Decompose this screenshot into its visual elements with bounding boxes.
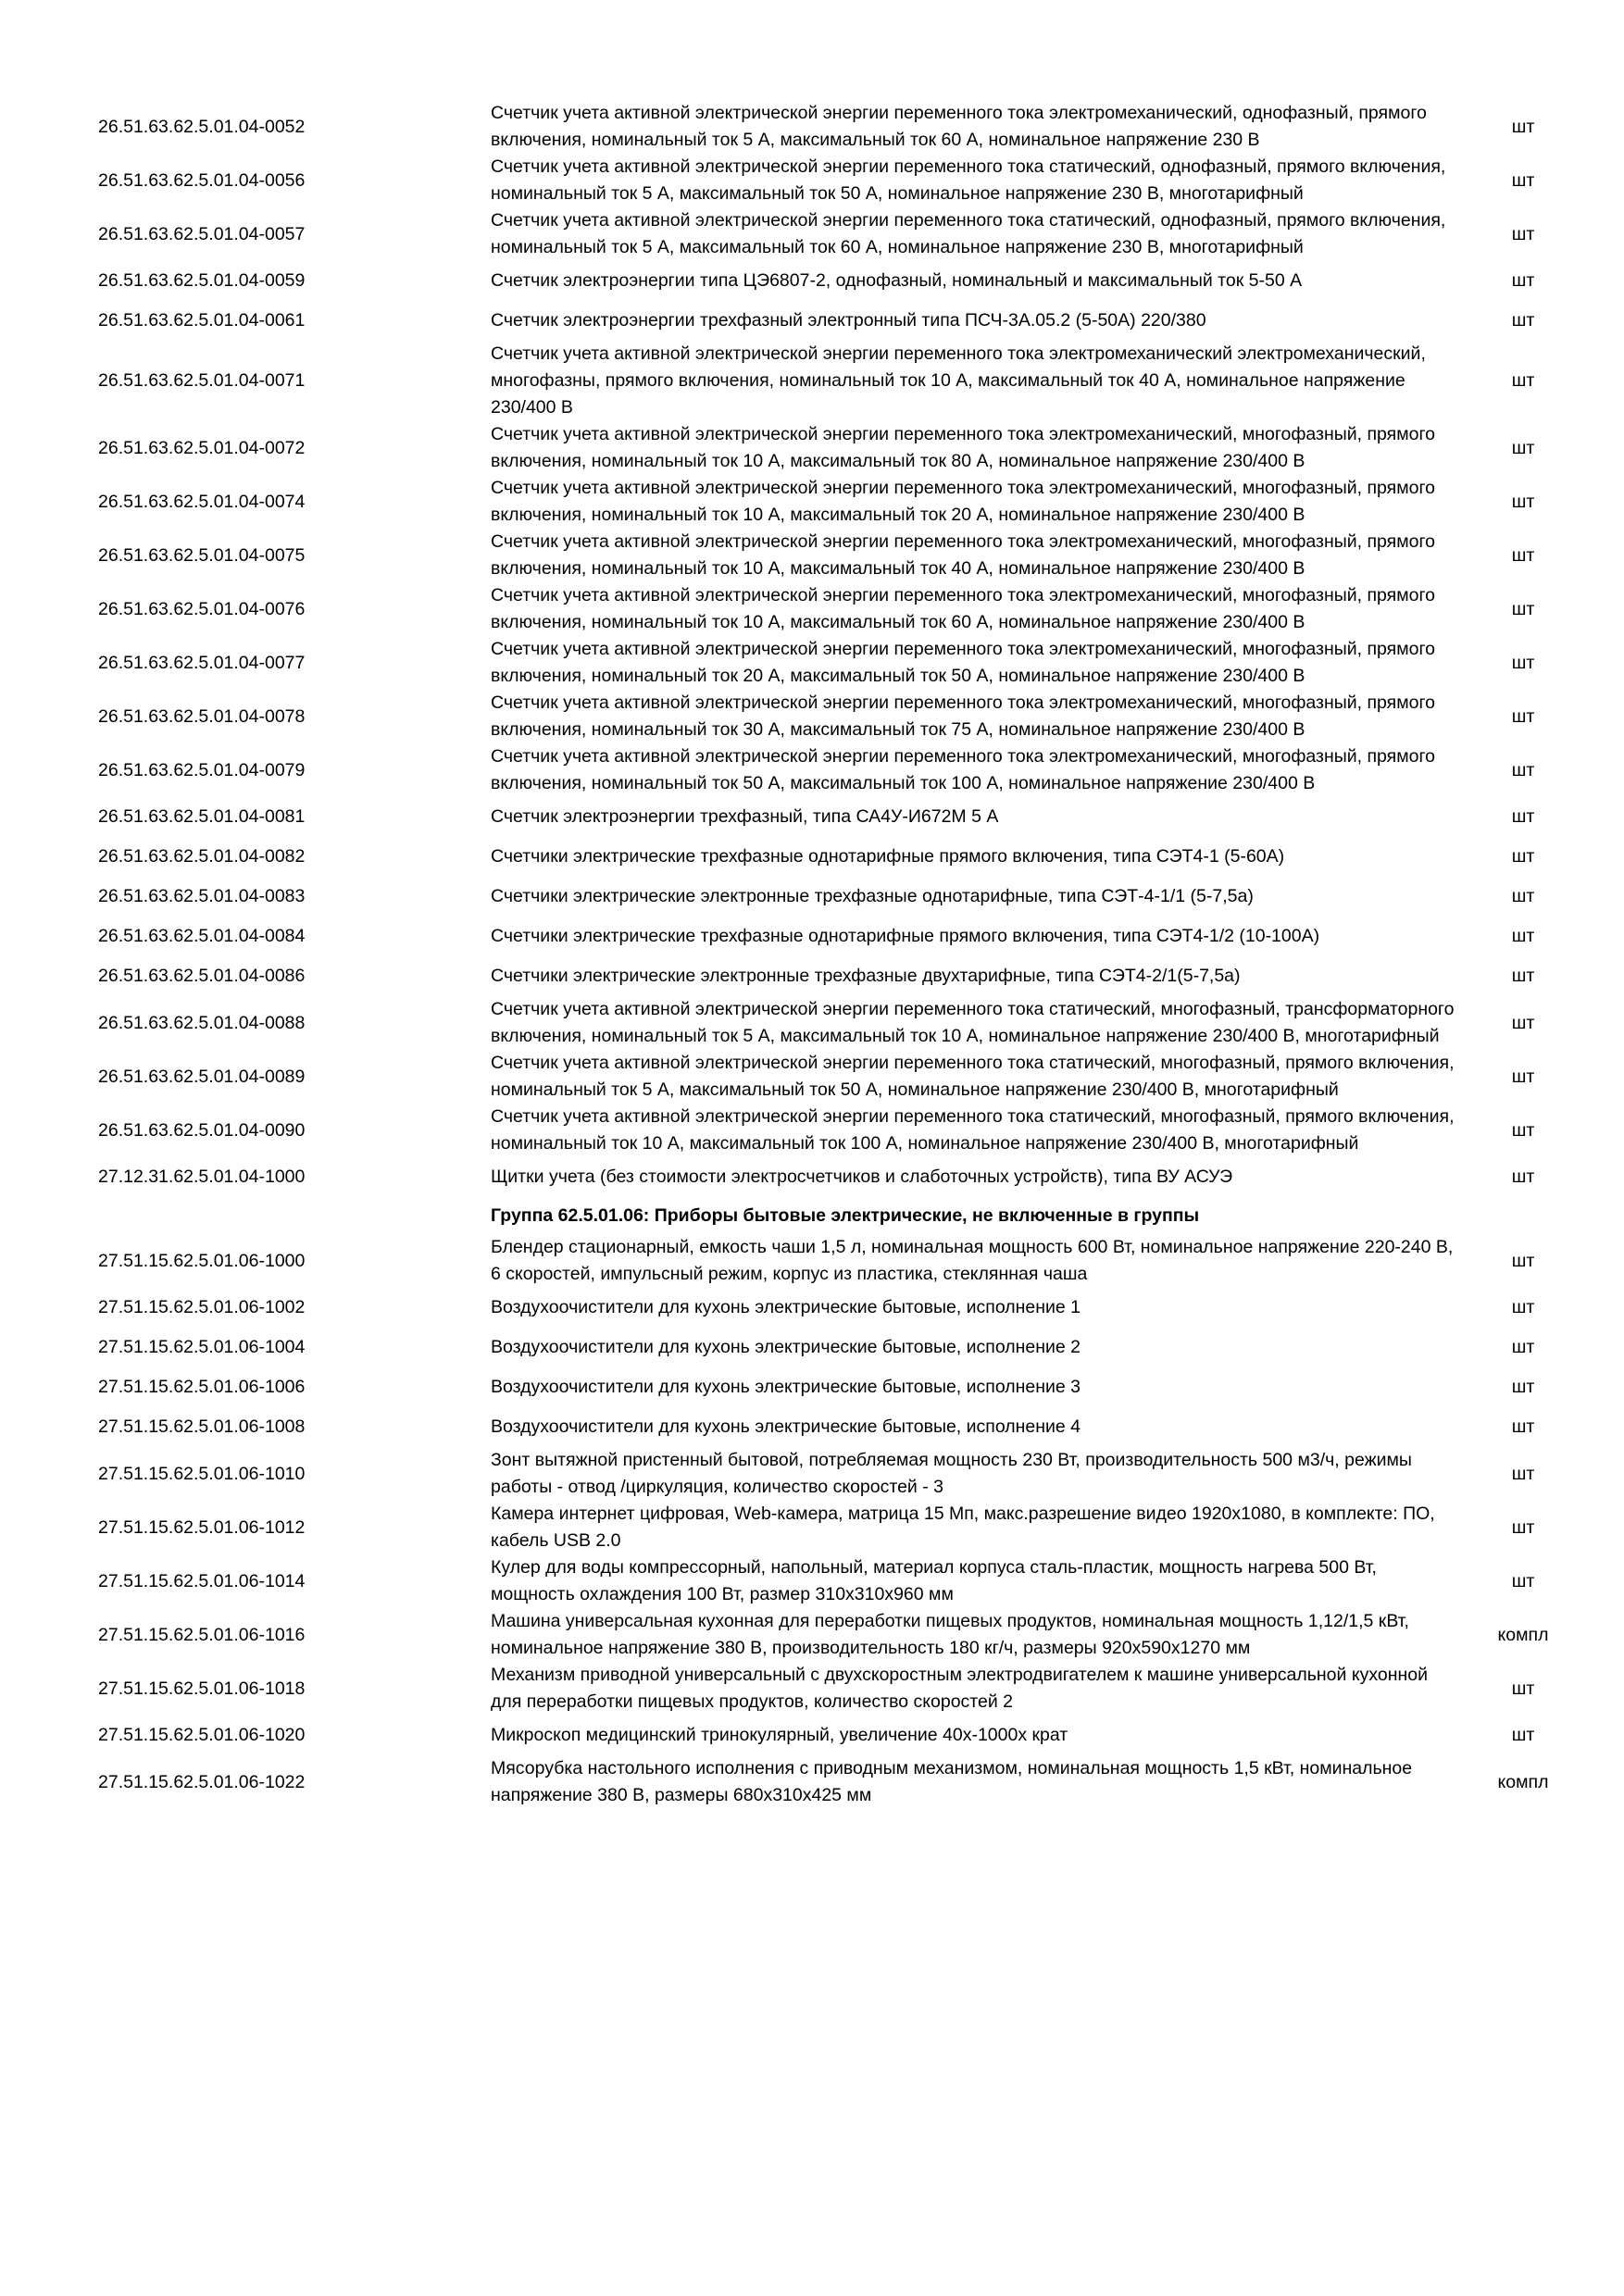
resource-code: 26.51.63.62.5.01.04-0075: [98, 544, 306, 566]
resource-code: 27.51.15.62.5.01.06-1012: [98, 1516, 306, 1538]
resource-code: 27.12.31.62.5.01.04-1000: [98, 1167, 306, 1187]
table-row: [93, 1104, 1574, 1157]
resource-description: Счетчик учета активной электрической энергии переменного тока электромеханический, многофазный, прямого включения, номинальный ток 20 А, максимальный ток 50 А, номинальное напряжение 230/400 В: [491, 639, 1436, 686]
unit-of-measure: шт: [1511, 1297, 1535, 1317]
unit-of-measure: шт: [1511, 846, 1535, 867]
table-row: [93, 1662, 1574, 1716]
resource-code: 26.51.63.62.5.01.04-0056: [98, 169, 306, 191]
unit-of-measure: шт: [1511, 1416, 1535, 1437]
resource-description: Счетчик учета активной электрической энергии переменного тока электромеханический, однофазный, прямого включения, номинальный ток 5 А, максимальный ток 60 А, номинальное напряжение 230 В: [491, 103, 1427, 150]
table-row: [93, 797, 1574, 837]
resource-description: Счетчик электроэнергии трехфазный электронный типа ПСЧ-3А.05.2 (5-50А) 220/380: [491, 310, 1206, 331]
unit-of-measure: шт: [1511, 1725, 1535, 1745]
resource-description: Счетчик учета активной электрической энергии переменного тока статический, многофазный, прямого включения, номинальный ток 5 А, максимальный ток 50 А, номинальное напряжение 230/400 В, многотарифный: [491, 1053, 1455, 1100]
table-row: [93, 1288, 1574, 1328]
resource-description: Счетчик учета активной электрической энергии переменного тока статический, однофазный, прямого включения, номинальный ток 5 А, максимальный ток 50 А, номинальное напряжение 230 В, многотарифный: [491, 156, 1446, 204]
table-row: [93, 743, 1574, 797]
resource-code: 26.51.63.62.5.01.04-0072: [98, 437, 306, 458]
resource-description: Счетчики электрические электронные трехфазные двухтарифные, типа СЭТ4-2/1(5-7,5а): [491, 966, 1241, 986]
table-row: [93, 1234, 1574, 1288]
resource-code: 26.51.63.62.5.01.04-0090: [98, 1119, 306, 1141]
table-row: [93, 1501, 1574, 1554]
table-row: [93, 421, 1574, 475]
unit-of-measure: шт: [1511, 223, 1535, 244]
table-row: [93, 475, 1574, 529]
resource-description: Счетчик учета активной электрической энергии переменного тока электромеханический электромеханический, многофазны, прямого включения, номинальный ток 10 А, максимальный ток 40 А, номинальное напряжение 230/400 В: [491, 343, 1426, 418]
unit-of-measure: шт: [1511, 966, 1535, 986]
resource-description: Счетчики электрические трехфазные однотарифные прямого включения, типа СЭТ4-1/2 (10-100А): [491, 926, 1320, 946]
resource-description: Счетчик учета активной электрической энергии переменного тока электромеханический, многофазный, прямого включения, номинальный ток 10 А, максимальный ток 80 А, номинальное напряжение 230/400 В: [491, 424, 1436, 471]
table-row: [93, 1157, 1574, 1197]
resource-code: 27.51.15.62.5.01.06-1006: [98, 1377, 306, 1397]
table-body: [93, 100, 1574, 1809]
group-spacer: [93, 1197, 491, 1234]
unit-of-measure: компл: [1497, 1624, 1549, 1645]
table-row: [93, 1050, 1574, 1104]
unit-of-measure: шт: [1511, 1250, 1535, 1271]
resource-code: 26.51.63.62.5.01.04-0052: [98, 116, 306, 137]
unit-of-measure: шт: [1511, 1678, 1535, 1699]
unit-of-measure: шт: [1511, 310, 1535, 331]
resource-code: 26.51.63.62.5.01.04-0057: [98, 223, 306, 244]
resource-description: Мясорубка настольного исполнения с приводным механизмом, номинальная мощность 1,5 кВт, номинальное напряжение 380 В, размеры 680х310х425 мм: [491, 1758, 1413, 1805]
resource-code: 27.51.15.62.5.01.06-1014: [98, 1570, 306, 1591]
resource-catalog-table: [93, 100, 1574, 1809]
resource-code: 26.51.63.62.5.01.04-0084: [98, 926, 306, 946]
resource-code: 26.51.63.62.5.01.04-0077: [98, 652, 306, 673]
unit-of-measure: шт: [1511, 1012, 1535, 1033]
table-row: [93, 301, 1574, 341]
unit-of-measure: шт: [1511, 652, 1535, 673]
resource-code: 26.51.63.62.5.01.04-0059: [98, 270, 306, 291]
resource-description: Счетчик электроэнергии типа ЦЭ6807-2, однофазный, номинальный и максимальный ток 5-50 А: [491, 270, 1303, 291]
unit-of-measure: шт: [1511, 705, 1535, 727]
unit-of-measure: шт: [1511, 806, 1535, 827]
unit-of-measure: шт: [1511, 370, 1535, 391]
table-row: [93, 1447, 1574, 1501]
resource-description: Зонт вытяжной пристенный бытовой, потребляемая мощность 230 Вт, производительность 500 м3/ч, режимы работы - отвод /циркуляция, количество скоростей - 3: [491, 1450, 1412, 1497]
table-row: [93, 100, 1574, 154]
table-row: [93, 154, 1574, 207]
resource-description: Счетчик учета активной электрической энергии переменного тока электромеханический, многофазный, прямого включения, номинальный ток 10 А, максимальный ток 20 А, номинальное напряжение 230/400 В: [491, 478, 1436, 525]
resource-code: 27.51.15.62.5.01.06-1010: [98, 1463, 306, 1484]
resource-code: 26.51.63.62.5.01.04-0076: [98, 598, 306, 619]
unit-of-measure: шт: [1511, 598, 1535, 619]
resource-code: 26.51.63.62.5.01.04-0061: [98, 310, 306, 331]
resource-description: Микроскоп медицинский тринокулярный, увеличение 40х-1000х крат: [491, 1725, 1068, 1745]
resource-description: Машина универсальная кухонная для переработки пищевых продуктов, номинальная мощность 1,12/1,5 кВт, номинальное напряжение 380 В, производительность 180 кг/ч, размеры 920х590х1270 мм: [491, 1611, 1409, 1658]
unit-of-measure: шт: [1511, 759, 1535, 780]
table-row: [93, 261, 1574, 301]
resource-description: Блендер стационарный, емкость чаши 1,5 л, номинальная мощность 600 Вт, номинальное напряжение 220-240 В, 6 скоростей, импульсный режим, корпус из пластика, стеклянная чаша: [491, 1237, 1454, 1284]
table-row: [93, 582, 1574, 636]
unit-of-measure: шт: [1511, 1119, 1535, 1141]
resource-description: Камера интернет цифровая, Web-камера, матрица 15 Мп, макс.разрешение видео 1920x1080, в комплекте: ПО, кабель USB 2.0: [491, 1504, 1435, 1551]
unit-of-measure: шт: [1511, 1066, 1535, 1087]
table-row: [93, 877, 1574, 917]
table-row: [93, 341, 1574, 421]
unit-of-measure: шт: [1511, 926, 1535, 946]
resource-code: 27.51.15.62.5.01.06-1022: [98, 1771, 306, 1792]
table-row: [93, 917, 1574, 956]
resource-description: Счетчик учета активной электрической энергии переменного тока статический, многофазный, прямого включения, номинальный ток 10 А, максимальный ток 100 А, номинальное напряжение 230/400 В, многотарифный: [491, 1106, 1455, 1154]
resource-description: Воздухоочистители для кухонь электрические бытовые, исполнение 1: [491, 1297, 1081, 1317]
unit-of-measure: шт: [1511, 1463, 1535, 1484]
resource-code: 27.51.15.62.5.01.06-1000: [98, 1250, 306, 1271]
table-row: [93, 1716, 1574, 1755]
resource-description: Счетчик электроэнергии трехфазный, типа СА4У-И672М 5 А: [491, 806, 999, 827]
resource-code: 26.51.63.62.5.01.04-0071: [98, 370, 306, 391]
table-row: [93, 996, 1574, 1050]
resource-code: 26.51.63.62.5.01.04-0082: [98, 846, 306, 867]
resource-description: Механизм приводной универсальный с двухскоростным электродвигателем к машине универсальной кухонной для переработки пищевых продуктов, количество скоростей 2: [491, 1665, 1428, 1712]
resource-description: Счетчик учета активной электрической энергии переменного тока электромеханический, многофазный, прямого включения, номинальный ток 50 А, максимальный ток 100 А, номинальное напряжение 230/400 В: [491, 746, 1436, 793]
resource-code: 27.51.15.62.5.01.06-1018: [98, 1678, 306, 1699]
unit-of-measure: шт: [1511, 270, 1535, 291]
unit-of-measure: шт: [1511, 116, 1535, 137]
unit-of-measure: компл: [1497, 1771, 1549, 1792]
resource-code: 27.51.15.62.5.01.06-1002: [98, 1297, 306, 1317]
resource-code: 26.51.63.62.5.01.04-0089: [98, 1066, 306, 1087]
resource-description: Воздухоочистители для кухонь электрические бытовые, исполнение 2: [491, 1337, 1081, 1357]
resource-code: 27.51.15.62.5.01.06-1008: [98, 1416, 306, 1437]
table-row: [93, 1328, 1574, 1367]
resource-code: 26.51.63.62.5.01.04-0088: [98, 1012, 306, 1033]
unit-of-measure: шт: [1511, 437, 1535, 458]
resource-code: 26.51.63.62.5.01.04-0074: [98, 491, 306, 512]
resource-description: Счетчик учета активной электрической энергии переменного тока статический, однофазный, прямого включения, номинальный ток 5 А, максимальный ток 60 А, номинальное напряжение 230 В, многотарифный: [491, 210, 1446, 257]
table-row: [93, 956, 1574, 996]
unit-of-measure: шт: [1511, 1167, 1535, 1187]
table-row: [93, 1554, 1574, 1608]
resource-code: 27.51.15.62.5.01.06-1004: [98, 1337, 306, 1357]
table-row: [93, 636, 1574, 690]
table-row: [93, 1367, 1574, 1407]
resource-description: Счетчик учета активной электрической энергии переменного тока электромеханический, многофазный, прямого включения, номинальный ток 30 А, максимальный ток 75 А, номинальное напряжение 230/400 В: [491, 693, 1436, 740]
resource-code: 27.51.15.62.5.01.06-1016: [98, 1624, 306, 1645]
unit-of-measure: шт: [1511, 1516, 1535, 1538]
resource-code: 26.51.63.62.5.01.04-0079: [98, 759, 306, 780]
resource-code: 27.51.15.62.5.01.06-1020: [98, 1725, 306, 1745]
table-row: [93, 837, 1574, 877]
table-row: [93, 1407, 1574, 1447]
table-row: [93, 529, 1574, 582]
table-row: [93, 1608, 1574, 1662]
unit-of-measure: шт: [1511, 544, 1535, 566]
resource-description: Счетчики электрические трехфазные однотарифные прямого включения, типа СЭТ4-1 (5-60А): [491, 846, 1285, 867]
unit-of-measure: шт: [1511, 1377, 1535, 1397]
resource-description: Счетчик учета активной электрической энергии переменного тока статический, многофазный, трансформаторного включения, номинальный ток 5 А, максимальный ток 10 А, номинальное напряжение 230/400 В, многотарифный: [491, 999, 1455, 1046]
unit-of-measure: шт: [1511, 491, 1535, 512]
unit-of-measure: шт: [1511, 886, 1535, 906]
group-title: Группа 62.5.01.06: Приборы бытовые электрические, не включенные в группы: [491, 1204, 1200, 1226]
unit-of-measure: шт: [1511, 1337, 1535, 1357]
resource-code: 26.51.63.62.5.01.04-0086: [98, 966, 306, 986]
resource-code: 26.51.63.62.5.01.04-0081: [98, 806, 306, 827]
unit-of-measure: шт: [1511, 169, 1535, 191]
table-row: [93, 207, 1574, 261]
resource-code: 26.51.63.62.5.01.04-0083: [98, 886, 306, 906]
table-row: [93, 690, 1574, 743]
resource-description: Воздухоочистители для кухонь электрические бытовые, исполнение 4: [491, 1416, 1081, 1437]
resource-description: Воздухоочистители для кухонь электрические бытовые, исполнение 3: [491, 1377, 1081, 1397]
resource-code: 26.51.63.62.5.01.04-0078: [98, 705, 306, 727]
resource-description: Счетчик учета активной электрической энергии переменного тока электромеханический, многофазный, прямого включения, номинальный ток 10 А, максимальный ток 40 А, номинальное напряжение 230/400 В: [491, 531, 1436, 579]
resource-description: Щитки учета (без стоимости электросчетчиков и слаботочных устройств), типа ВУ АСУЭ: [491, 1167, 1233, 1187]
resource-description: Счетчик учета активной электрической энергии переменного тока электромеханический, многофазный, прямого включения, номинальный ток 10 А, максимальный ток 60 А, номинальное напряжение 230/400 В: [491, 585, 1436, 632]
unit-of-measure: шт: [1511, 1570, 1535, 1591]
group-header-row: [93, 1197, 1574, 1234]
table-row: [93, 1755, 1574, 1809]
resource-description: Кулер для воды компрессорный, напольный, материал корпуса сталь-пластик, мощность нагрева 500 Вт, мощность охлаждения 100 Вт, размер 310х310х960 мм: [491, 1557, 1377, 1604]
resource-description: Счетчики электрические электронные трехфазные однотарифные, типа СЭТ-4-1/1 (5-7,5а): [491, 886, 1254, 906]
